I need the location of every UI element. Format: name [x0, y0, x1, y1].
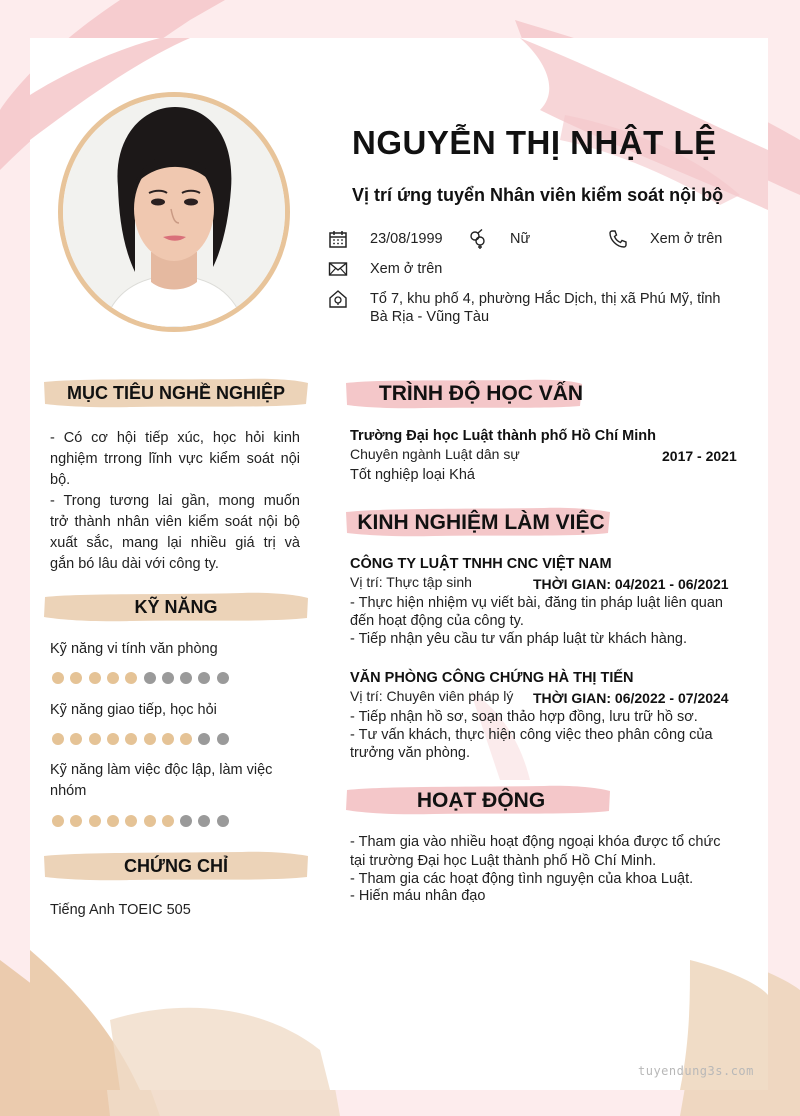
objective-line: trở thành nhân viên kiểm soát nội bộ [50, 514, 300, 530]
job-description-line: trưởng văn phòng. [350, 745, 470, 761]
activity-line: - Tham gia vào nhiều hoạt động ngoại khóa được tổ chức [350, 834, 721, 850]
activity-line: - Hiến máu nhân đạo [350, 888, 486, 904]
skill-dot-empty [144, 672, 156, 684]
job-time: THỜI GIAN: 04/2021 - 06/2021 [533, 576, 729, 592]
skill-dot-filled [107, 672, 119, 684]
skill-dot-filled [107, 733, 119, 745]
skill-dot-filled [162, 733, 174, 745]
skill-dot-filled [89, 672, 101, 684]
candidate-name: NGUYỄN THỊ NHẬT LỆ [352, 124, 717, 161]
job-description-line: - Tiếp nhận hồ sơ, soạn thảo hợp đồng, lưu trữ hồ sơ. [350, 709, 698, 725]
skill-label: Kỹ năng vi tính văn phòng [50, 641, 218, 657]
job-role: Vị trí: Chuyên viên pháp lý [350, 688, 514, 704]
skill-dot-empty [162, 672, 174, 684]
job-time: THỜI GIAN: 06/2022 - 07/2024 [533, 690, 729, 706]
skill-dot-filled [52, 672, 64, 684]
activity-line: tại trường Đại học Luật thành phố Hồ Chí Minh. [350, 853, 657, 869]
objective-line: - Có cơ hội tiếp xúc, học hỏi kinh [50, 430, 300, 446]
objective-line: bộ. [50, 472, 71, 488]
skill-dot-filled [89, 815, 101, 827]
skill-dot-filled [107, 815, 119, 827]
applied-position: Vị trí ứng tuyển Nhân viên kiểm soát nội bộ [352, 185, 724, 205]
job-company: CÔNG TY LUẬT TNHH CNC VIỆT NAM [350, 556, 612, 572]
education-school: Trường Đại học Luật thành phố Hồ Chí Minh [350, 428, 656, 444]
education-major: Chuyên ngành Luật dân sự [350, 446, 520, 462]
email-value: Xem ở trên [370, 261, 443, 277]
job-role: Vị trí: Thực tập sinh [350, 574, 472, 590]
experience-heading: KINH NGHIỆM LÀM VIỆC [357, 511, 605, 534]
address-line-1: Tổ 7, khu phố 4, phường Hắc Dịch, thị xã Phú Mỹ, tỉnh [370, 291, 721, 307]
skill-dot-empty [180, 815, 192, 827]
objective-line: - Trong tương lai gần, mong muốn [50, 493, 300, 509]
address-line-2: Bà Rịa - Vũng Tàu [370, 309, 490, 325]
skill-label: Kỹ năng làm việc độc lập, làm việc [50, 762, 273, 778]
skill-dot-filled [162, 815, 174, 827]
skill-dot-empty [217, 672, 229, 684]
skill-dot-empty [217, 733, 229, 745]
skill-dot-empty [180, 672, 192, 684]
activities-heading: HOẠT ĐỘNG [416, 789, 546, 812]
skill-label-continued: nhóm [50, 783, 87, 799]
gender-icon [468, 229, 488, 249]
certificate-item: Tiếng Anh TOEIC 505 [50, 902, 191, 918]
objective-heading: MỤC TIÊU NGHỀ NGHIỆP [66, 383, 285, 403]
objective-line: nghiệm trrong lĩnh vực kiểm soát nội [50, 451, 300, 467]
mail-icon [328, 259, 348, 279]
education-result: Tốt nghiệp loại Khá [350, 467, 475, 483]
job-description-line: - Tiếp nhận yêu cầu tư vấn pháp luật từ khách hàng. [350, 631, 688, 647]
profile-photo [63, 97, 285, 327]
skills-heading: KỸ NĂNG [134, 597, 218, 617]
skill-dot-filled [180, 733, 192, 745]
phone-icon [608, 229, 628, 249]
skill-dot-filled [52, 733, 64, 745]
skill-label: Kỹ năng giao tiếp, học hỏi [50, 702, 217, 718]
job-description-line: - Tư vấn khách, thực hiện công việc theo phân công của [350, 727, 713, 743]
birthday-value: 23/08/1999 [370, 231, 443, 247]
job-description-line: đến hoạt động của công ty. [350, 613, 524, 629]
objective-text [50, 428, 300, 575]
education-years: 2017 - 2021 [662, 448, 737, 464]
objective-line: xuất sắc, mang lại nhiều giá trị và [50, 535, 300, 551]
objective-line: gắn bó lâu dài với công ty. [50, 556, 219, 572]
gender-value: Nữ [510, 231, 531, 247]
activity-line: - Tham gia các hoạt động tình nguyện của khoa Luật. [350, 871, 694, 887]
job-company: VĂN PHÒNG CÔNG CHỨNG HÀ THỊ TIẾN [350, 670, 634, 686]
skill-dot-empty [217, 815, 229, 827]
job-description-line: - Thực hiện nhiệm vụ viết bài, đăng tin pháp luật liên quan [350, 595, 723, 611]
education-heading: TRÌNH ĐỘ HỌC VẤN [378, 382, 584, 405]
skill-dot-filled [89, 733, 101, 745]
watermark: tuyendung3s.com [638, 1064, 754, 1078]
calendar-icon [328, 229, 348, 249]
skill-dot-filled [144, 815, 156, 827]
skill-dot-filled [144, 733, 156, 745]
certificates-heading: CHỨNG CHỈ [124, 856, 228, 876]
phone-value: Xem ở trên [650, 231, 723, 247]
home-location-icon [328, 289, 348, 309]
skill-dot-filled [52, 815, 64, 827]
